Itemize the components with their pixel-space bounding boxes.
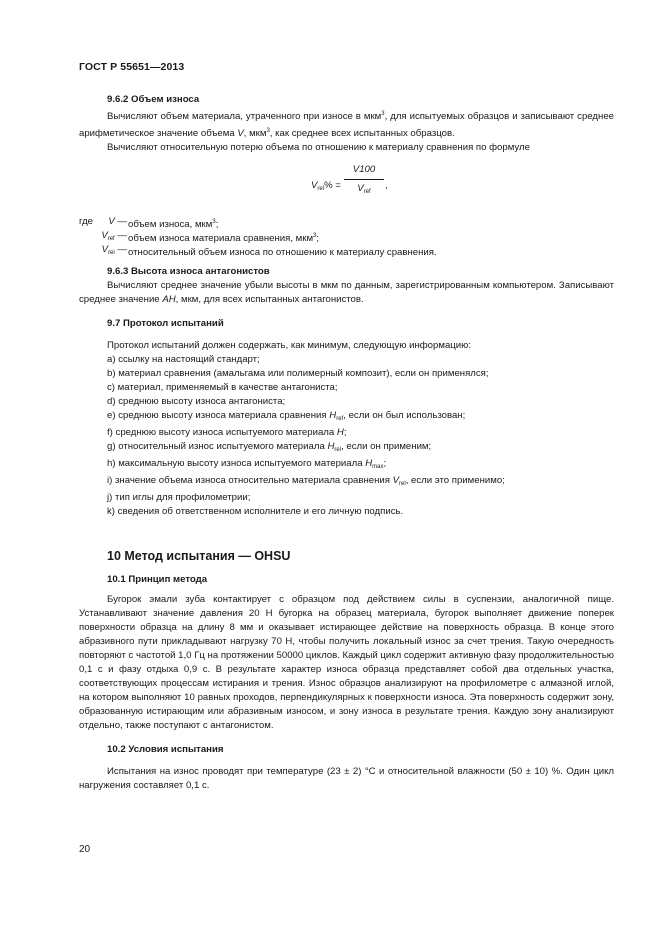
formula-numerator: V100 <box>352 164 376 175</box>
where-description: объем износа материала сравнения, мкм$^3$; <box>128 233 320 244</box>
protocol-item-h: h) максимальную высоту износа испытуемого материала $H_{max}$; <box>107 458 387 470</box>
section-10-1-title: 10.1 Принцип метода <box>107 574 208 585</box>
section-10-2-title: 10.2 Условия испытания <box>107 744 224 755</box>
protocol-item-a: а) ссылку на настоящий стандарт; <box>107 354 260 365</box>
formula-fraction <box>344 163 384 199</box>
section-9-6-2-title: 9.6.2 Объем износа <box>107 94 200 105</box>
standard-header: ГОСТ Р 55651—2013 <box>79 61 185 73</box>
where-symbol: $V_{rel}$ — <box>101 244 127 256</box>
where-label: где <box>79 216 94 227</box>
section-9-6-2-para-1: Вычисляют объем материала, утраченного при износе в мкм$^3$, для испытуемых образцов и записывают среднее арифметическое значение объема V, мкм$^3$, как среднее всех испытанных образцов. <box>79 111 614 139</box>
where-symbol: $V_{ref}$ — <box>101 230 127 242</box>
protocol-intro: Протокол испытаний должен содержать, как минимум, следующую информацию: <box>107 340 471 351</box>
section-9-6-3-title: 9.6.3 Высота износа антагонистов <box>107 266 270 277</box>
protocol-item-c: c) материал, применяемый в качестве антагониста; <box>107 382 338 393</box>
section-10-2-text: Испытания на износ проводят при температуре (23 ± 2) °С и относительной влажности (50 ± 10) %. Один цикл нагружения составляет 0,1 с. <box>79 766 614 791</box>
section-9-7-title: 9.7 Протокол испытаний <box>107 318 224 329</box>
protocol-item-e: e) среднюю высоту износа материала сравнения $H_{ref}$, если он был использован; <box>107 410 466 422</box>
where-description: объем износа, мкм$^3$; <box>128 219 219 230</box>
page-number: 20 <box>79 844 91 855</box>
where-line-volume <box>79 215 614 229</box>
protocol-item-k: k) сведения об ответственном исполнителе и его личную подпись. <box>107 506 404 517</box>
protocol-item-b: b) материал сравнения (амальгама или полимерный композит), если он применялся; <box>107 368 489 379</box>
protocol-item-j: j) тип иглы для профилометрии; <box>107 492 251 503</box>
where-description: относительный объем износа по отношению к материалу сравнения. <box>128 247 437 258</box>
where-line-vrel <box>79 243 614 257</box>
where-line-vref <box>79 229 614 243</box>
where-symbol: V — <box>108 216 127 227</box>
section-9-6-3-para: Вычисляют среднее значение убыли высоты в мкм по данным, зарегистрированным компьютером. Записывают среднее значение AH, мкм, для всех испытанных антагонистов. <box>79 280 614 305</box>
page-content <box>79 93 614 793</box>
section-10-title: 10 Метод испытания — OHSU <box>107 549 291 563</box>
formula-relative-volume <box>79 163 614 211</box>
formula-comma: , <box>385 180 388 191</box>
protocol-item-g: g) относительный износ испытуемого материала $H_{rel}$, если он применим; <box>107 441 432 453</box>
section-10-1-text: Бугорок эмали зуба контактирует с образцом под действием силы в суспензии, аналогичной пище. Устанавливают значение давления 20 Н бугорка на образец материала, бугорок выполняет движение поперек поверхности образца на длину 8 мм и оказывает истирающее действие на поверхность образца. В конце этого абразивного пути прикладывают нагрузку 70 Н, чтобы получить локальный износ за счет трения. Такую очередность повторяют с частотой 1,0 Гц на протяжении 50000 циклов. Каждый цикл содержит активную фазу продолжительностью 0,1 с и фазу отдыха 0,9 с. В результате характер износа образца представляет собой два отдельных участка, соответствующих процессам истирания и трения. Износ образцов анализируют на профилометре с алмазной иглой, на котором выполняют 10 равных проходов, перпендикулярных к поверхности износа. Эта поверхность содержит зону, образованную истирающим или абразивным износом, и зону износа в результате трения. Каждую зону анализируют отдельно, также поступают с антагонистом. <box>79 594 614 731</box>
section-9-6-2-para-2: Вычисляют относительную потерю объема по отношению к материалу сравнения по формуле <box>107 142 530 153</box>
protocol-item-i: i) значение объема износа относительно материала сравнения $V_{rel}$, если это применимо; <box>107 475 505 487</box>
formula-lhs: $V_{rel}\%$ = <box>311 180 341 192</box>
protocol-item-d: d) среднюю высоту износа антагониста; <box>107 396 286 407</box>
formula-denominator: $V_{ref}$ <box>357 183 371 195</box>
protocol-item-f: f) среднюю высоту износа испытуемого материала H; <box>107 427 347 438</box>
